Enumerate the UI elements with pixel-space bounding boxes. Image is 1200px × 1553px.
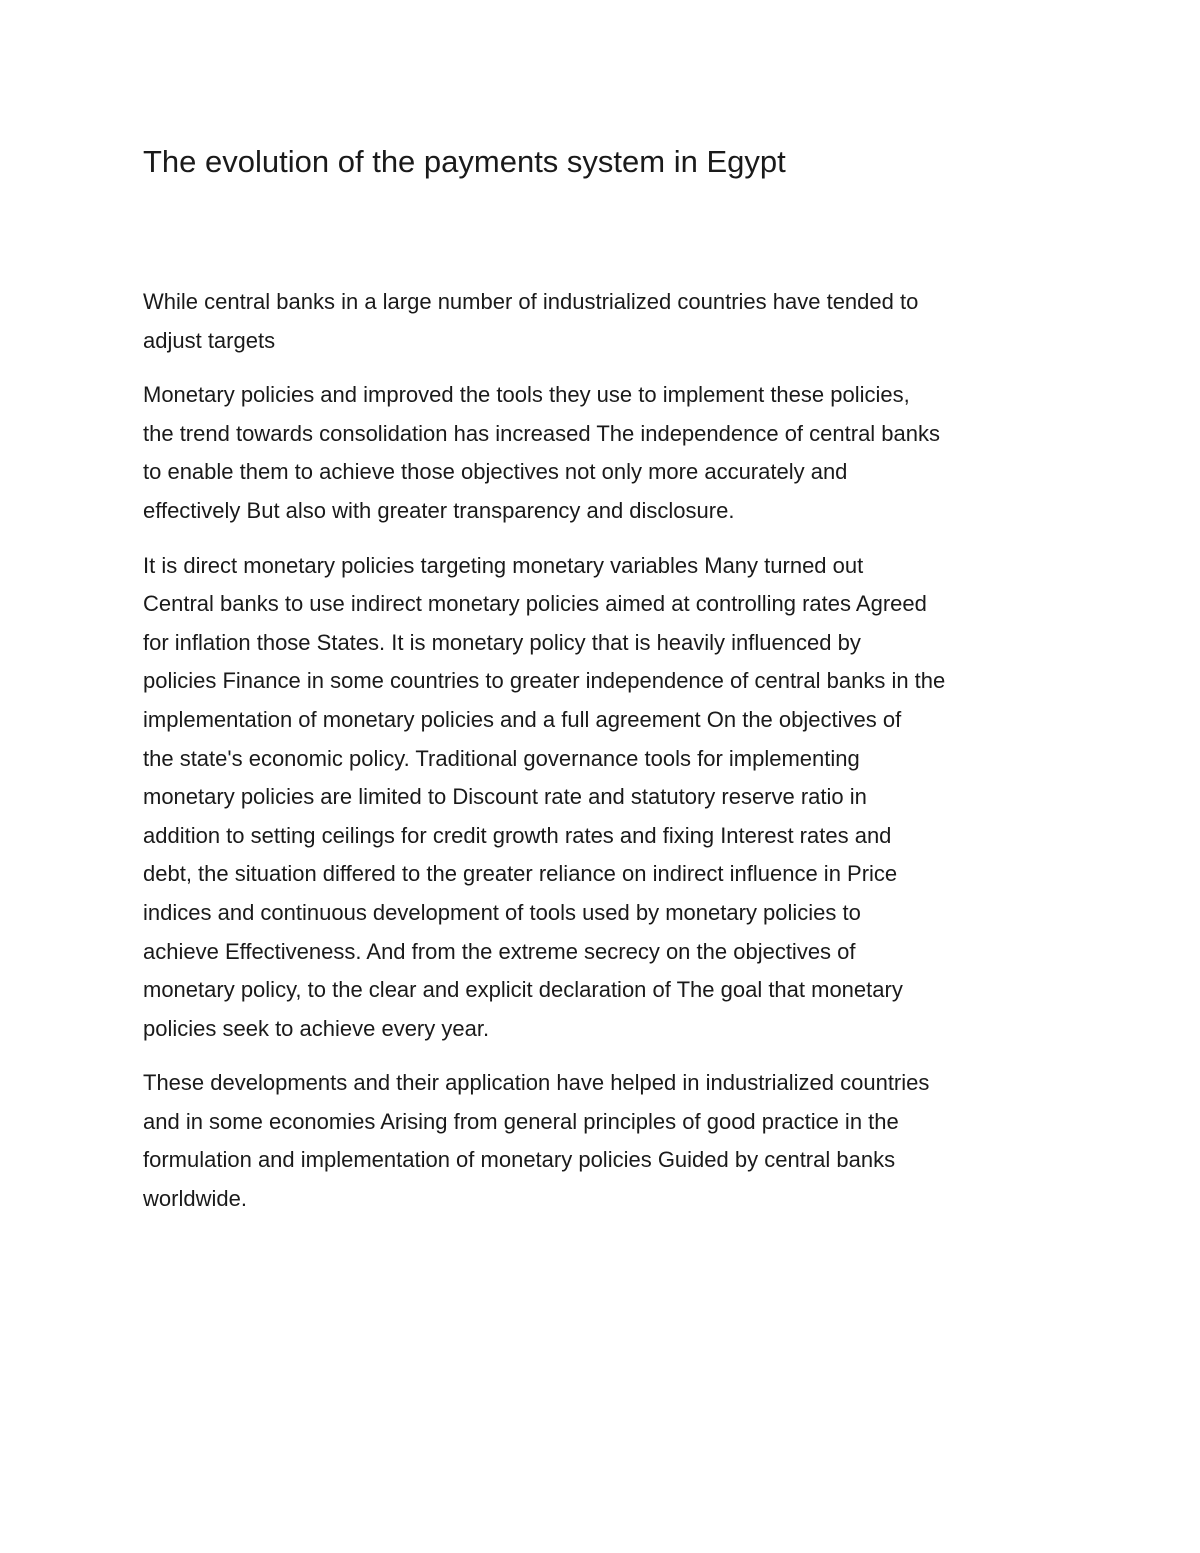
text-line: monetary policy, to the clear and explicit declaration of The goal that monetary	[143, 977, 903, 1003]
text-line: indices and continuous development of tools used by monetary policies to	[143, 899, 861, 925]
paragraph-2	[143, 376, 1068, 530]
text-line: implementation of monetary policies and a full agreement On the objectives of	[143, 706, 902, 732]
text-line: These developments and their application have helped in industrialized countries	[143, 1070, 930, 1096]
text-line: policies Finance in some countries to greater independence of central banks in the	[143, 668, 946, 694]
text-line: to enable them to achieve those objectives not only more accurately and	[143, 459, 848, 485]
text-line: addition to setting ceilings for credit growth rates and fixing Interest rates and	[143, 822, 892, 848]
text-line: the trend towards consolidation has increased The independence of central banks	[143, 420, 941, 446]
text-line: It is direct monetary policies targeting monetary variables Many turned out	[143, 552, 864, 578]
text-line: and in some economies Arising from general principles of good practice in the	[143, 1108, 899, 1134]
text-line: debt, the situation differed to the greater reliance on indirect influence in Price	[143, 861, 898, 887]
paragraph-3	[143, 547, 1068, 1049]
text-line: policies seek to achieve every year.	[143, 1015, 490, 1041]
text-line: Central banks to use indirect monetary policies aimed at controlling rates Agreed	[143, 591, 927, 617]
text-line: While central banks in a large number of industrialized countries have tended to	[143, 289, 919, 314]
text-line: achieve Effectiveness. And from the extreme secrecy on the objectives of	[143, 938, 856, 964]
document-title: The evolution of the payments system in Egypt	[143, 144, 786, 179]
text-line: worldwide.	[143, 1186, 247, 1212]
text-line: formulation and implementation of monetary policies Guided by central banks	[143, 1147, 896, 1173]
paragraph-1	[143, 283, 1068, 360]
text-line: monetary policies are limited to Discount rate and statutory reserve ratio in	[143, 784, 867, 810]
text-line: the state's economic policy. Traditional governance tools for implementing	[143, 745, 860, 771]
text-line: Monetary policies and improved the tools they use to implement these policies,	[143, 382, 910, 408]
text-line: effectively But also with greater transparency and disclosure.	[143, 497, 735, 523]
text-line: adjust targets	[143, 327, 276, 353]
document-body	[143, 283, 1068, 1235]
text-line: for inflation those States. It is monetary policy that is heavily influenced by	[143, 629, 861, 655]
paragraph-4	[143, 1064, 1068, 1218]
